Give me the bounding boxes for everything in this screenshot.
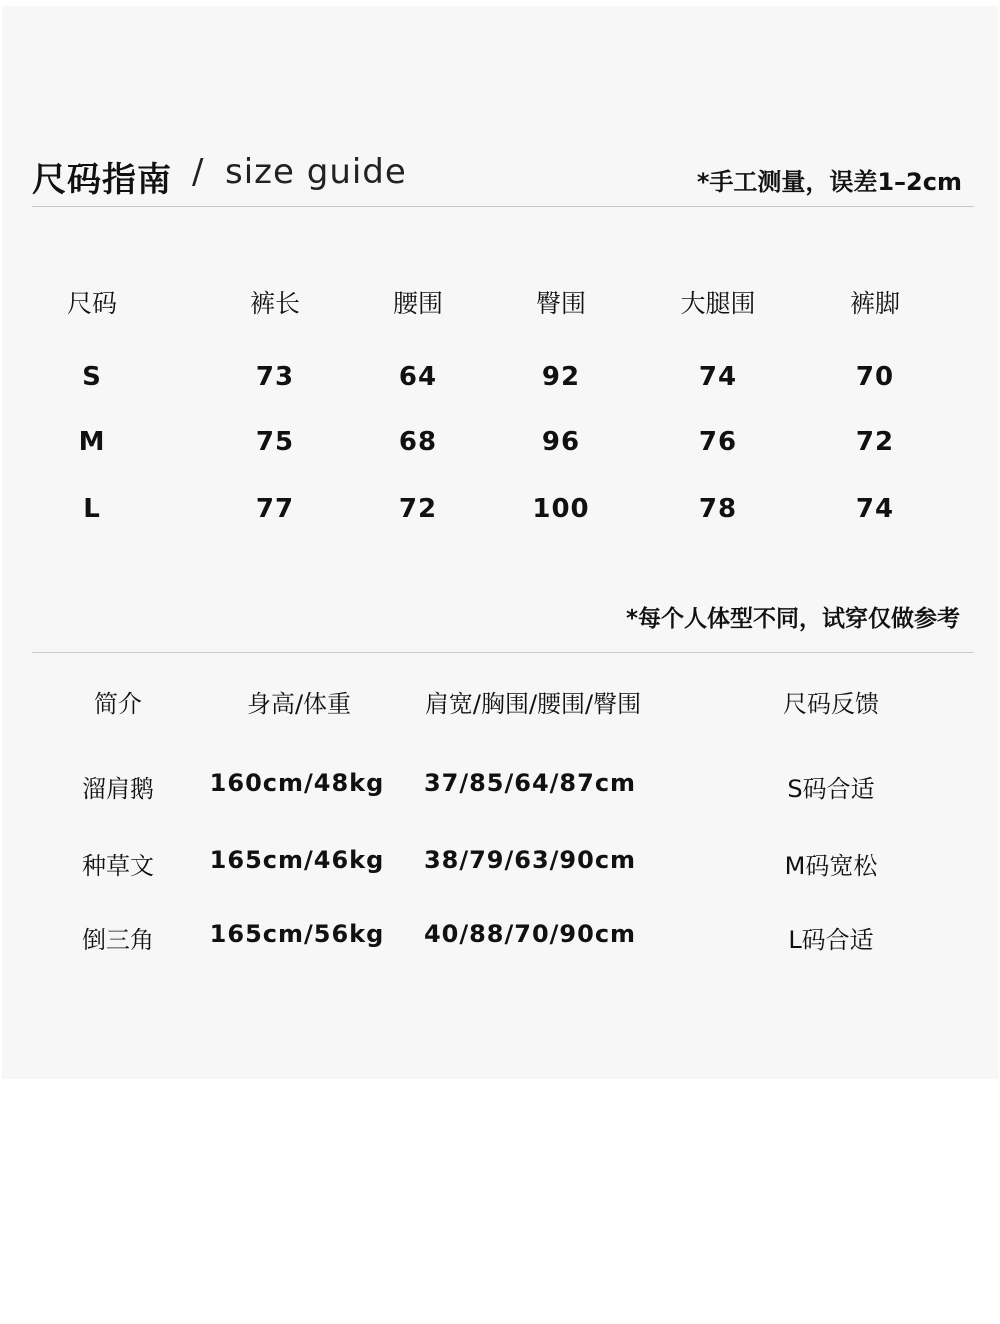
size-table-cell: 100 — [532, 494, 590, 524]
size-table-header: 裤脚 — [849, 289, 901, 318]
size-table-cell: 70 — [855, 362, 895, 392]
feedback-table-header: 简介 — [94, 690, 142, 718]
feedback-table-cell: 种草文 — [82, 852, 154, 880]
size-table-cell: 72 — [855, 427, 895, 457]
size-table-header: 腰围 — [392, 289, 444, 318]
header — [32, 148, 962, 198]
page-title: 尺码指南 — [32, 160, 172, 200]
feedback-table-cell: 160cm/48kg — [209, 769, 385, 797]
size-table-cell: 68 — [398, 427, 438, 457]
size-table-header: 臀围 — [535, 289, 587, 318]
feedback-table-cell: 38/79/63/90cm — [423, 846, 637, 874]
feedback-table-cell: 37/85/64/87cm — [423, 769, 637, 797]
size-table-cell: 78 — [698, 494, 738, 524]
feedback-table-cell: M码宽松 — [784, 852, 878, 880]
feedback-table-header: 肩宽/胸围/腰围/臀围 — [424, 690, 642, 718]
feedback-table-cell: 165cm/56kg — [209, 920, 385, 948]
size-table-header: 尺码 — [66, 289, 118, 318]
size-table-cell: 92 — [541, 362, 581, 392]
size-table-cell: 73 — [255, 362, 295, 392]
title-separator: / — [192, 152, 204, 192]
size-table-cell: 74 — [698, 362, 738, 392]
feedback-table-cell: 165cm/46kg — [209, 846, 385, 874]
size-table-header: 大腿围 — [680, 289, 756, 318]
size-table-cell: 74 — [855, 494, 895, 524]
size-table-cell: S — [82, 362, 102, 392]
divider — [32, 206, 974, 207]
size-table-cell: 75 — [255, 427, 295, 457]
feedback-table-cell: 溜肩鹅 — [82, 775, 154, 803]
size-table-cell: 96 — [541, 427, 581, 457]
size-table-cell: M — [78, 427, 106, 457]
size-table-cell: L — [83, 494, 101, 524]
size-table-cell: 72 — [398, 494, 438, 524]
divider — [32, 652, 974, 653]
size-table-cell: 76 — [698, 427, 738, 457]
feedback-table-cell: 倒三角 — [82, 926, 154, 954]
size-table-header: 裤长 — [249, 289, 301, 318]
feedback-table-cell: L码合适 — [788, 926, 874, 954]
size-table-cell: 77 — [255, 494, 295, 524]
fit-disclaimer: *每个人体型不同，试穿仅做参考 — [625, 606, 960, 632]
feedback-table-cell: 40/88/70/90cm — [423, 920, 637, 948]
page-subtitle: size guide — [225, 152, 407, 192]
feedback-table-header: 尺码反馈 — [783, 690, 879, 718]
feedback-table-header: 身高/体重 — [246, 690, 352, 718]
size-table-cell: 64 — [398, 362, 438, 392]
feedback-table-cell: S码合适 — [787, 775, 875, 803]
measurement-note: *手工测量，误差1–2cm — [696, 168, 962, 196]
